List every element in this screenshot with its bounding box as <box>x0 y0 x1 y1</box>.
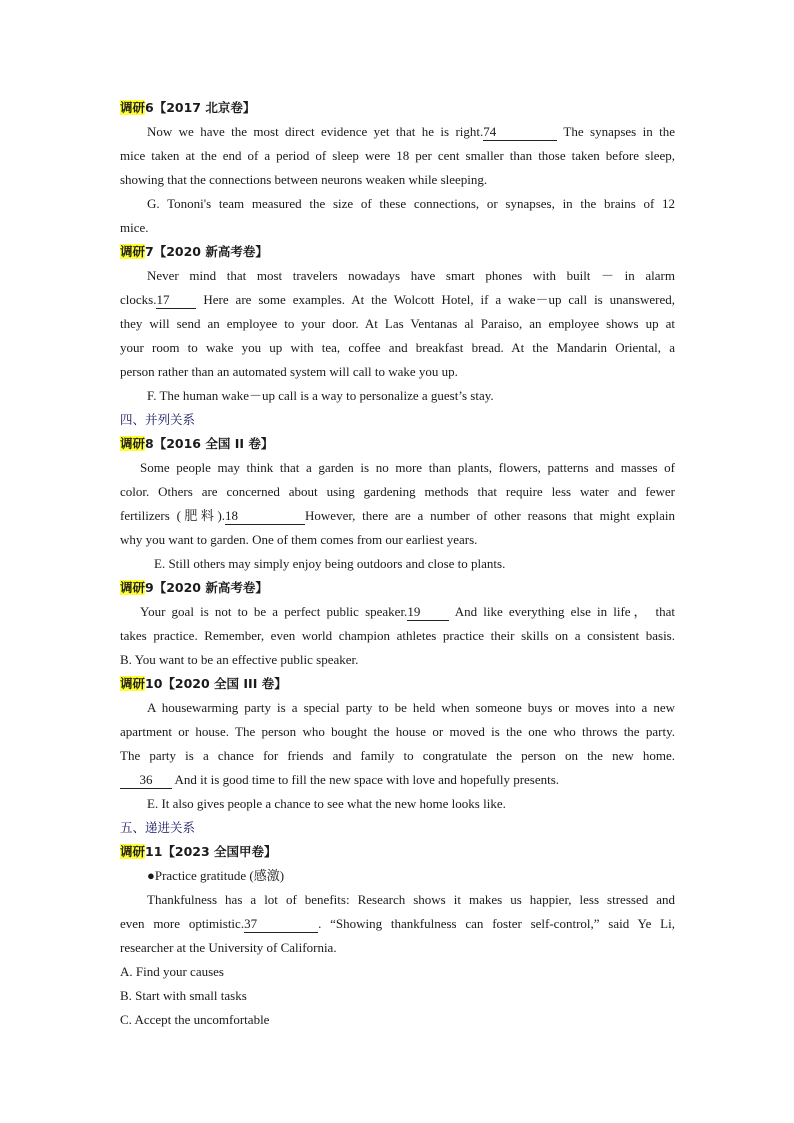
highlight-tag: 调研 <box>120 580 146 595</box>
highlight-tag: 调研 <box>120 844 146 859</box>
passage-line: Never mind that most travelers nowadays have smart phones with built － in alarm <box>147 268 675 283</box>
highlight-tag: 调研 <box>120 436 146 451</box>
question-heading: 调研7【2020 新高考卷】 <box>120 244 268 259</box>
passage-line: even more optimistic.37 . “Showing thankfulness can foster self-control,” said Ye Li, <box>120 916 675 931</box>
passage-line: person rather than an automated system will call to wake you up. <box>120 364 458 379</box>
passage-line: showing that the connections between neurons weaken while sleeping. <box>120 172 488 187</box>
option-line: B. You want to be an effective public speaker. <box>120 652 359 667</box>
question-heading: 调研9【2020 新高考卷】 <box>120 580 268 595</box>
option-line: E. It also gives people a chance to see what the new home looks like. <box>147 796 506 811</box>
answer-blank: 17 <box>156 292 196 309</box>
passage-line: Thankfulness has a lot of benefits: Research shows it makes us happier, less stressed and <box>147 892 675 907</box>
document-page <box>120 96 675 1032</box>
answer-blank: 18 <box>225 508 305 525</box>
passage-line: takes practice. Remember, even world champion athletes practice their skills on a consistent basis. <box>120 628 675 643</box>
passage-line: clocks.17 Here are some examples. At the Wolcott Hotel, if a wake－up call is unanswered, <box>120 292 675 307</box>
answer-blank: 37 <box>244 916 318 933</box>
passage-line: Now we have the most direct evidence yet that he is right.74 The synapses in the <box>147 124 675 139</box>
answer-blank: 74 <box>483 124 557 141</box>
option-line: F. The human wake－up call is a way to personalize a guest’s stay. <box>147 388 494 403</box>
section-heading: 四、并列关系 <box>120 412 196 427</box>
option-line: E. Still others may simply enjoy being outdoors and close to plants. <box>154 556 506 571</box>
passage-line: researcher at the University of California. <box>120 940 337 955</box>
question-heading: 调研8【2016 全国 II 卷】 <box>120 436 274 451</box>
option-line: C. Accept the uncomfortable <box>120 1012 270 1027</box>
question-heading: 调研6【2017 北京卷】 <box>120 100 256 115</box>
passage-line: mice taken at the end of a period of sleep were 18 per cent smaller than those taken before sleep, <box>120 148 675 163</box>
passage-line: The party is a chance for friends and family to congratulate the person on the new home. <box>120 748 675 763</box>
passage-line: A housewarming party is a special party to be held when someone buys or moves into a new <box>147 700 675 715</box>
answer-blank: 36 <box>120 772 172 789</box>
passage-line: fertilizers (肥料).18 However, there are a number of other reasons that might explain <box>120 508 675 523</box>
passage-line: 36 And it is good time to fill the new space with love and hopefully presents. <box>120 768 675 792</box>
option-line: G. Tononi's team measured the size of these connections, or synapses, in the brains of 12 <box>147 196 675 211</box>
passage-line: apartment or house. The person who bought the house or moved is the one who throws the party. <box>120 724 675 739</box>
answer-blank: 19 <box>407 604 449 621</box>
passage-line: Your goal is not to be a perfect public speaker.19 And like everything else in life， that <box>140 604 675 619</box>
highlight-tag: 调研 <box>120 676 146 691</box>
section-heading: 五、递进关系 <box>120 820 196 835</box>
passage-line: they will send an employee to your door. At Las Ventanas al Paraiso, an employee shows up at <box>120 316 675 331</box>
highlight-tag: 调研 <box>120 100 146 115</box>
passage-line: your room to wake you up with tea, coffee and breakfast bread. At the Mandarin Oriental, a <box>120 340 675 355</box>
passage-line: mice. <box>120 220 149 235</box>
question-heading: 调研10【2020 全国 III 卷】 <box>120 676 287 691</box>
passage-line: why you want to garden. One of them comes from our earliest years. <box>120 532 478 547</box>
passage-line: color. Others are concerned about using gardening methods that require less water and fewer <box>120 484 675 499</box>
option-line: A. Find your causes <box>120 964 224 979</box>
question-heading: 调研11【2023 全国甲卷】 <box>120 844 277 859</box>
highlight-tag: 调研 <box>120 244 146 259</box>
option-line: B. Start with small tasks <box>120 988 247 1003</box>
bullet-heading: ●Practice gratitude (感激) <box>147 868 285 883</box>
passage-line: Some people may think that a garden is no more than plants, flowers, patterns and masses of <box>140 460 675 475</box>
